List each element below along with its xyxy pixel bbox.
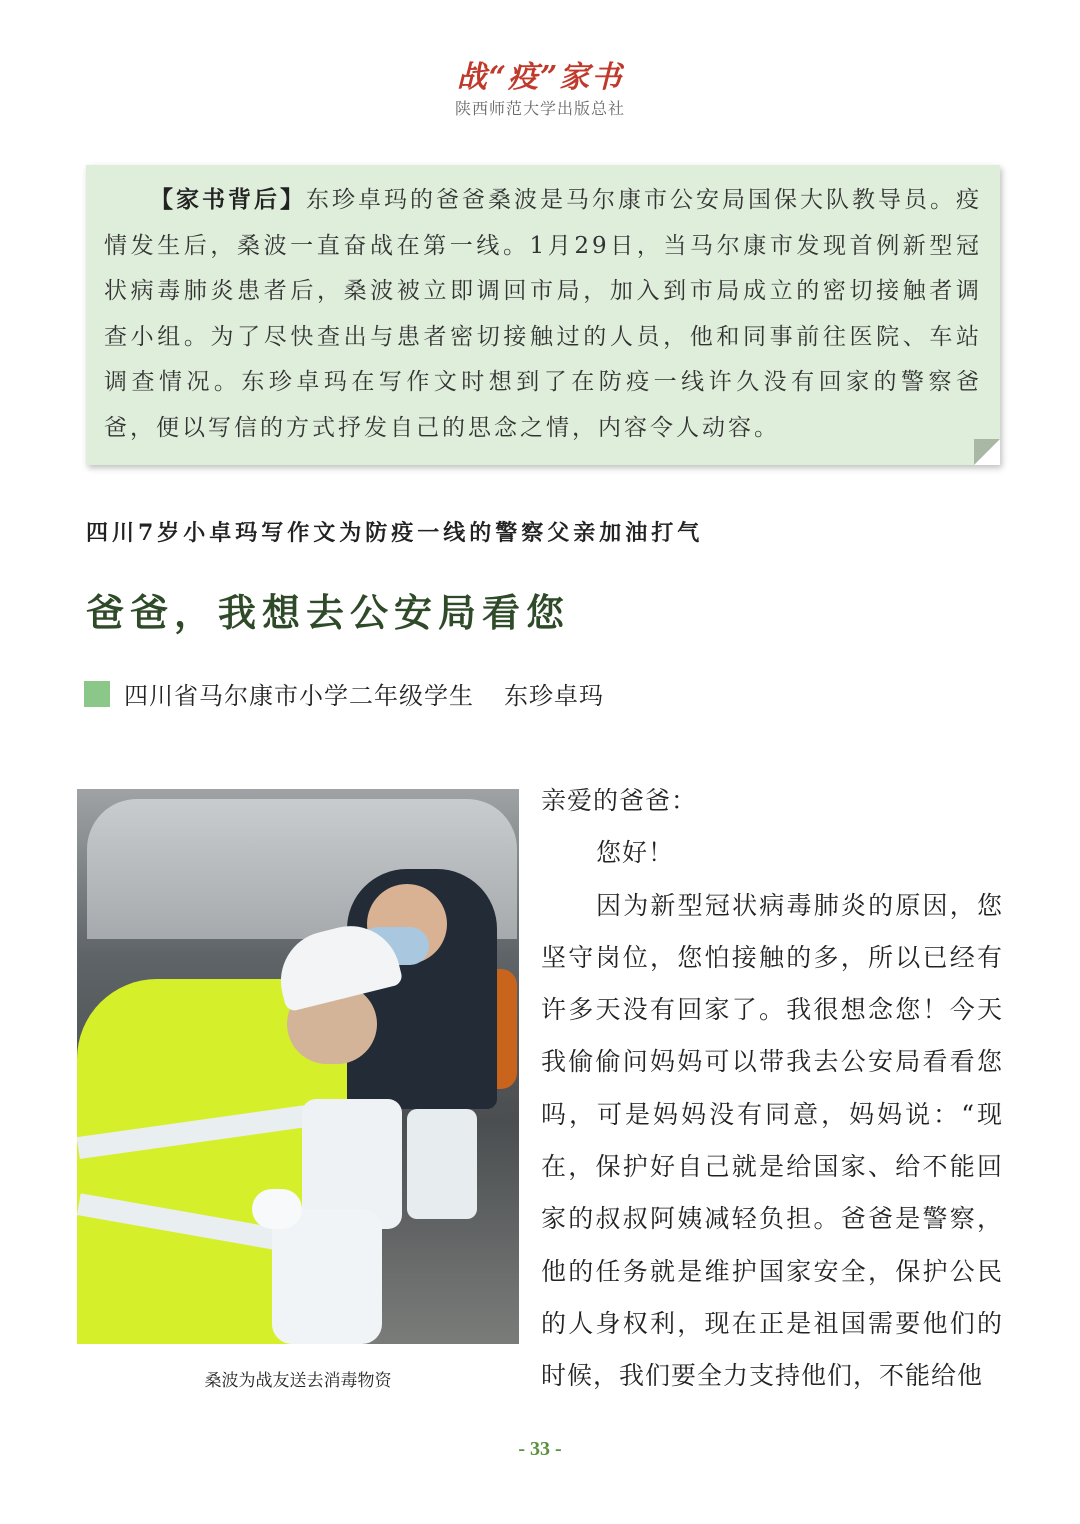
article-headline: 爸爸，我想去公安局看您 [86, 590, 571, 635]
lead-line: 四川7岁小卓玛写作文为防疫一线的警察父亲加油打气 [86, 520, 704, 546]
book-title: 战“疫”家书 [456, 60, 624, 95]
note-tag: 【家书背后】 [150, 186, 306, 213]
page-fold-corner [974, 439, 1000, 465]
letter-paragraph: 因为新型冠状病毒肺炎的原因，您坚守岗位，您怕接触的多，所以已经有许多天没有回家了。我很想念您！今天我偷偷问妈妈可以带我去公安局看看您吗，可是妈妈没有同意，妈妈说：“现在，保护好自己就是给国家、给不能回家的叔叔阿姨减轻负担。爸爸是警察，他的任务就是维护国家安全，保护公民的人身权利，现在正是祖国需要他们的时候，我们要全力支持他们，不能给他 [541, 890, 1003, 1391]
letter-greeting: 您好！ [596, 838, 675, 868]
photo-glove [252, 1189, 302, 1229]
photo-caption: 桑波为战友送去消毒物资 [204, 1371, 392, 1391]
photo-jug-back [407, 1109, 477, 1219]
letter-salutation: 亲爱的爸爸： [541, 786, 698, 815]
note-paragraph [86, 165, 1000, 451]
byline-affiliation: 四川省马尔康市小学二年级学生 [124, 682, 474, 710]
byline [84, 676, 604, 711]
background-note [86, 165, 1000, 465]
article-photo [77, 789, 519, 1344]
page-header [0, 58, 1080, 120]
byline-author: 东珍卓玛 [504, 682, 604, 710]
publisher-name: 陕西师范大学出版总社 [454, 99, 625, 118]
photo-jug-lower [272, 1209, 382, 1344]
page-number: - 33 - [518, 1438, 562, 1460]
byline-marker [84, 681, 110, 707]
letter-body [541, 775, 1003, 1403]
note-text: 东珍卓玛的爸爸桑波是马尔康市公安局国保大队教导员。疫情发生后，桑波一直奋战在第一线。1月29日，当马尔康市发现首例新型冠状病毒肺炎患者后，桑波被立即调回市局，加入到市局成立的密切接触者调查小组。为了尽快查出与患者密切接触过的人员，他和同事前往医院、车站调查情况。东珍卓玛在写作文时想到了在防疫一线许久没有回家的警察爸爸，便以写信的方式抒发自己的思念之情，内容令人动容。 [104, 187, 982, 441]
